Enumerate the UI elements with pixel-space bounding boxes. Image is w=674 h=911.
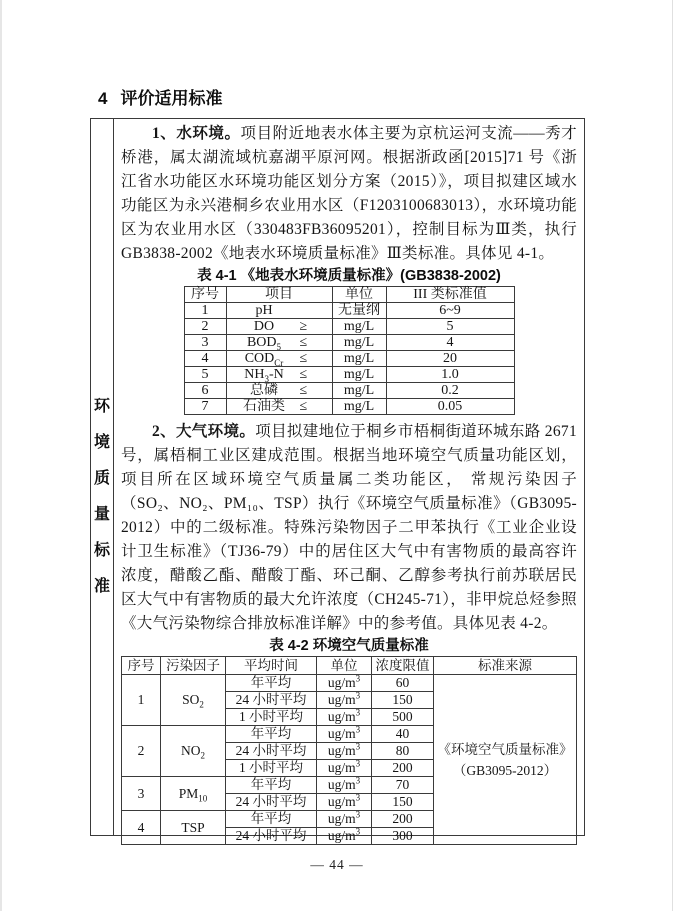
table-cell: 3 xyxy=(184,335,226,351)
sidebar-char: 标 xyxy=(93,541,110,559)
table-cell: 6 xyxy=(184,383,226,399)
table-cell: 200 xyxy=(372,760,434,777)
table1-header-row xyxy=(184,287,514,303)
table-cell: 4 xyxy=(184,351,226,367)
table-cell: 年平均 xyxy=(226,811,317,828)
table-row xyxy=(184,303,514,319)
table-cell: 500 xyxy=(372,709,434,726)
table-cell: 24 小时平均 xyxy=(226,692,317,709)
table-cell: 7 xyxy=(184,399,226,415)
table-row xyxy=(184,351,514,367)
table-cell: 年平均 xyxy=(226,726,317,743)
table-cell: 80 xyxy=(372,743,434,760)
table-cell: 年平均 xyxy=(226,675,317,692)
table-cell: mg/L xyxy=(332,383,386,399)
table-row xyxy=(184,319,514,335)
table-cell: $ug/m^3$ xyxy=(317,675,372,692)
table-row xyxy=(184,383,514,399)
table-cell: $COD_{Cr}$ ≤ xyxy=(226,351,332,367)
table-cell: TSP xyxy=(161,811,226,845)
table-cell: pH xyxy=(226,303,332,319)
table-cell: 150 xyxy=(372,794,434,811)
table-cell: $SO_2$ xyxy=(161,675,226,726)
table1-surface-water-quality-standards xyxy=(184,286,515,415)
table-cell: 24 小时平均 xyxy=(226,794,317,811)
sidebar-char: 准 xyxy=(93,577,110,595)
section-number: 4 xyxy=(98,89,108,108)
table-cell: 1 xyxy=(122,675,161,726)
table-cell: 40 xyxy=(372,726,434,743)
table-cell: $ug/m^3$ xyxy=(317,709,372,726)
table-cell: 2 xyxy=(184,319,226,335)
table-cell: $NO_2$ xyxy=(161,726,226,777)
table-cell: 0.2 xyxy=(386,383,514,399)
table-header-cell: 浓度限值 xyxy=(372,657,434,675)
scan-right-edge xyxy=(672,0,673,911)
scan-left-edge xyxy=(0,0,2,911)
table-cell: $PM_{10}$ xyxy=(161,777,226,811)
comparison-symbol: ≤ xyxy=(299,335,308,350)
table-cell: mg/L xyxy=(332,367,386,383)
table-cell: $ug/m^3$ xyxy=(317,760,372,777)
table-header-cell: III 类标准值 xyxy=(386,287,514,303)
table-cell: $ug/m^3$ xyxy=(317,777,372,794)
table-cell: 年平均 xyxy=(226,777,317,794)
table-row xyxy=(184,335,514,351)
table-cell: mg/L xyxy=(332,399,386,415)
table-cell: 0.05 xyxy=(386,399,514,415)
table-row xyxy=(184,367,514,383)
table-cell: $ug/m^3$ xyxy=(317,692,372,709)
comparison-symbol: ≤ xyxy=(299,367,308,382)
table-cell: 24 小时平均 xyxy=(226,828,317,845)
section-heading xyxy=(98,84,222,109)
comparison-symbol: ≤ xyxy=(299,351,308,366)
content-frame xyxy=(90,118,585,843)
table-cell: $ug/m^3$ xyxy=(317,726,372,743)
comparison-symbol: ≤ xyxy=(299,383,308,398)
table-cell: 总磷 ≤ xyxy=(226,383,332,399)
paragraph-lead: 1、水环境。 xyxy=(152,125,241,142)
table-cell: 5 xyxy=(184,367,226,383)
page-number: — 44 — xyxy=(310,857,364,872)
comparison-symbol: ≥ xyxy=(299,319,308,334)
table-cell: 200 xyxy=(372,811,434,828)
table-cell: 70 xyxy=(372,777,434,794)
paragraph-air-environment xyxy=(121,420,577,636)
table-cell: 24 小时平均 xyxy=(226,743,317,760)
paragraph-lead: 2、大气环境。 xyxy=(152,423,256,440)
sidebar-char: 环 xyxy=(93,397,110,415)
paragraph-text: 项目拟建地位于桐乡市梧桐街道环城东路 2671 号，属梧桐工业区建成范围。根据当地环境空气质量功能区划，项目所在区域环境空气质量属二类功能区， 常规污染因子（SO₂、NO₂、PM₁₀、TSP）执行《环境空气质量标准》（GB3095-2012）中的二级标准。特殊污染物因子二甲苯执行《工业企业设计卫生标准》（TJ36-79）中的居住区大气中有害物质的最高容许浓度，醋酸乙酯、醋酸丁酯、环己酮、乙醇参考执行前苏联居民区大气中有害物质的最大允许浓度（CH245-71），非甲烷总烃参照《大气污染物综合排放标准详解》中的参考值。具体见表 4-2。 xyxy=(121,423,577,632)
table-header-cell: 污染因子 xyxy=(161,657,226,675)
table-header-cell: 标准来源 xyxy=(434,657,577,675)
table-header-cell: 平均时间 xyxy=(226,657,317,675)
table2-ambient-air-quality-standards xyxy=(121,656,577,845)
table-cell: DO ≥ xyxy=(226,319,332,335)
table-cell: 4 xyxy=(386,335,514,351)
table-row xyxy=(122,675,577,692)
standard-source-cell: 《环境空气质量标准》 （GB3095-2012） xyxy=(434,675,577,845)
sidebar-char: 量 xyxy=(93,505,110,523)
content-area xyxy=(114,119,584,843)
table-cell: $ug/m^3$ xyxy=(317,743,372,760)
table-cell: 1 xyxy=(184,303,226,319)
table-cell: $ug/m^3$ xyxy=(317,794,372,811)
table-header-cell: 单位 xyxy=(332,287,386,303)
table-cell: 150 xyxy=(372,692,434,709)
table-cell: mg/L xyxy=(332,335,386,351)
table2-header-row xyxy=(122,657,577,675)
table2-title: 表 4-2 环境空气质量标准 xyxy=(269,638,429,654)
table-cell: mg/L xyxy=(332,351,386,367)
table-cell: 2 xyxy=(122,726,161,777)
table-cell: 无量纲 xyxy=(332,303,386,319)
paragraph-text: 项目附近地表水体主要为京杭运河支流——秀才桥港，属太湖流域杭嘉湖平原河网。根据浙政函[2015]71 号《浙江省水功能区水环境功能区划分方案（2015）》，项目拟建区域水功能区为永兴港桐乡农业用水区（F1203100683013），水环境功能区为农业用水区（330483FB36095201），控制目标为Ⅲ类，执行 GB3838-2002《地表水环境质量标准》Ⅲ类标准。具体见 4-1。 xyxy=(121,125,577,262)
table-cell: $BOD_5$ ≤ xyxy=(226,335,332,351)
table-row xyxy=(184,399,514,415)
sidebar-char: 境 xyxy=(93,433,110,451)
table-cell: 1 小时平均 xyxy=(226,760,317,777)
table-cell: 300 xyxy=(372,828,434,845)
table-header-cell: 序号 xyxy=(122,657,161,675)
comparison-symbol: ≤ xyxy=(299,399,308,414)
section-title: 评价适用标准 xyxy=(120,89,223,108)
table-cell: 20 xyxy=(386,351,514,367)
sidebar-char: 质 xyxy=(93,469,110,487)
table-cell: $ug/m^3$ xyxy=(317,828,372,845)
table-cell: mg/L xyxy=(332,319,386,335)
table-header-cell: 序号 xyxy=(184,287,226,303)
table-cell: 1.0 xyxy=(386,367,514,383)
table-cell: 1 小时平均 xyxy=(226,709,317,726)
table-cell: $NH_3-N$ ≤ xyxy=(226,367,332,383)
table-cell: $ug/m^3$ xyxy=(317,811,372,828)
table-cell: 3 xyxy=(122,777,161,811)
table-cell: 5 xyxy=(386,319,514,335)
paragraph-water-environment xyxy=(121,122,577,266)
table-cell: 60 xyxy=(372,675,434,692)
table-cell: 石油类 ≤ xyxy=(226,399,332,415)
table-header-cell: 单位 xyxy=(317,657,372,675)
table-header-cell: 项目 xyxy=(226,287,332,303)
table-cell: 4 xyxy=(122,811,161,845)
table1-title: 表 4-1 《地表水环境质量标准》(GB3838-2002) xyxy=(197,268,501,284)
sidebar-environmental-quality-standards xyxy=(91,119,114,835)
table-cell: 6~9 xyxy=(386,303,514,319)
